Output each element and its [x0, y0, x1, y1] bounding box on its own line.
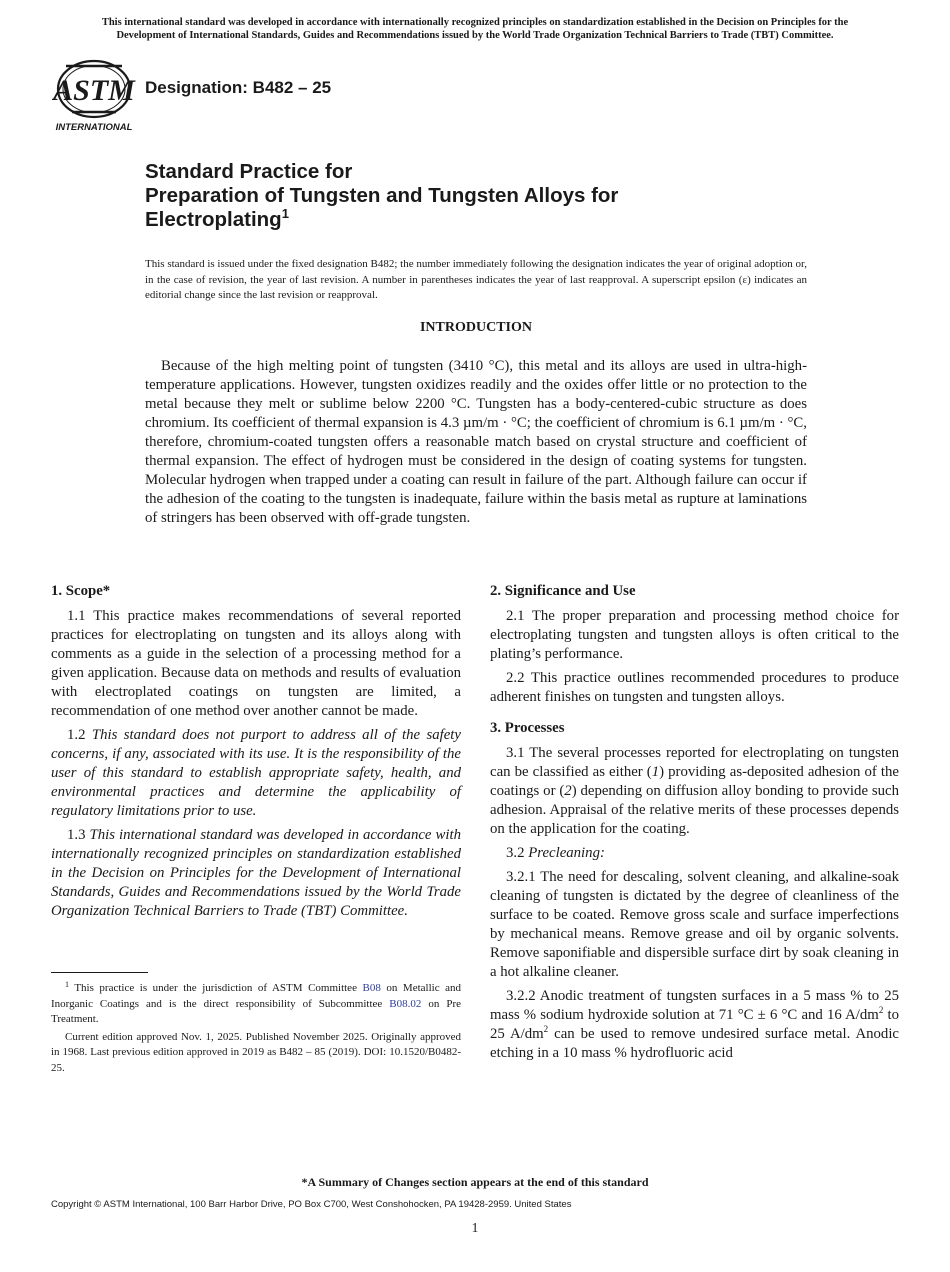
processes-para-3-2-2-a: 3.2.2 Anodic treatment of tungsten surfaces in a 5 mass % to 25 mass % sodium hydroxide solution at 71 °C ± 6 °C and 16 A/dm	[490, 988, 899, 1023]
scope-heading: 1. Scope*	[51, 583, 111, 599]
unit-superscript-1: 2	[878, 1005, 884, 1015]
title-line-3	[145, 208, 845, 232]
unit-superscript-2: 2	[543, 1024, 549, 1034]
scope-para-1-3-number: 1.3	[67, 827, 90, 843]
copyright-line: Copyright © ASTM International, 100 Barr Harbor Drive, PO Box C700, West Conshohocken, PA 19428-2959. United States	[51, 1199, 572, 1210]
scope-para-1-3-text: This international standard was developed in accordance with internationally recognized principles on standardization established in the Decision on Principles for the Development of International Standards, Guides and Recommendations issued by the World Trade Organization Technical Barriers to Trade (TBT) Committee.	[51, 827, 461, 919]
introduction-heading: INTRODUCTION	[419, 320, 532, 335]
processes-ref-2: 2	[564, 783, 572, 799]
processes-para-3-1-c: ) depending on diffusion alloy bonding to provide such adhesion. Appraisal of the relative merits of these processes depends on the application for the coating.	[490, 783, 899, 837]
footnote-1-text-b: on Metallic and Inorganic Coatings and is the direct responsibility of Subcommittee	[51, 982, 461, 1010]
designation: Designation: B482 – 25	[145, 78, 332, 97]
footnote-1-text-c: on Pre Treatment.	[51, 997, 461, 1025]
title-line-3-text: Electroplating	[145, 208, 282, 231]
scope-para-1-2	[51, 726, 461, 821]
processes-heading: 3. Processes	[490, 720, 565, 736]
footnote-2: Current edition approved Nov. 1, 2025. Published November 2025. Originally approved in 1968. Last previous edition approved in 2019 as B482 – 85 (2019). DOI: 10.1520/B0482-25.	[51, 1030, 461, 1074]
scope-para-1-2-number: 1.2	[67, 727, 92, 743]
footnote-1	[51, 981, 461, 1028]
processes-para-3-1-b: ) providing as-deposited adhesion of the coatings or (	[490, 764, 899, 799]
international-standard-notice	[40, 16, 910, 42]
footnote-1-mark: 1	[65, 980, 69, 989]
scope-para-1-1: 1.1 This practice makes recommendations of several reported practices for electroplating on tungsten and its alloys along with comments as a guide in the selection of a processing method for a given application. Because data on methods and results of evaluation with electroplated coatings on tungsten are limited, a recommendation of one method over another cannot be made.	[51, 608, 461, 719]
processes-para-3-1	[490, 744, 899, 839]
issue-note: This standard is issued under the fixed designation B482; the number immediately following the designation indicates the year of original adoption or, in the case of revision, the year of last revision. A number in parentheses indicates the year of last reapproval. A superscript epsilon (ε) indicates an editorial change since the last revision or reapproval.	[145, 258, 807, 301]
processes-para-3-2-number: 3.2	[506, 845, 529, 861]
footnote-1-text-a: This practice is under the jurisdiction of ASTM Committee	[69, 982, 363, 994]
notice-line-2: Development of International Standards, Guides and Recommendations issued by the World Trade Organization Technical Barriers to Trade (TBT) Committee.	[116, 30, 834, 41]
footnote-divider	[51, 972, 148, 973]
processes-para-3-1-a: 3.1 The several processes reported for electroplating on tungsten can be classified as either (	[490, 745, 899, 780]
scope-para-1-3	[51, 826, 461, 921]
notice-line-1: This international standard was developed in accordance with internationally recognized principles on standardization established in the Decision on Principles for the	[101, 17, 849, 28]
logo-subtext: INTERNATIONAL	[55, 122, 133, 132]
summary-of-changes-note: *A Summary of Changes section appears at the end of this standard	[301, 1175, 649, 1189]
title-line-1: Standard Practice for	[145, 160, 353, 183]
page-number: 1	[471, 1220, 479, 1235]
processes-para-3-2-2	[490, 987, 899, 1063]
processes-para-3-2	[490, 844, 899, 863]
scope-para-1-2-text: This standard does not purport to address all of the safety concerns, if any, associated with its use. It is the responsibility of the user of this standard to establish appropriate safety, health, and environmental practices and determine the applicability of regulatory limitations prior to use.	[51, 727, 461, 819]
significance-para-2-1: 2.1 The proper preparation and processing method choice for electroplating tungsten and tungsten alloys is often critical to the plating’s performance.	[490, 608, 899, 662]
processes-para-3-2-2-c: can be used to remove undesired surface metal. Anodic etching in a 10 mass % hydrofluoric acid	[490, 1026, 900, 1061]
left-column	[51, 582, 461, 926]
logo-wordmark: ASTM	[53, 74, 135, 107]
committee-b08-link[interactable]: B08	[362, 982, 381, 994]
processes-para-3-2-2-b: to 25 A/dm	[490, 1007, 899, 1042]
document-title	[145, 160, 845, 232]
significance-para-2-2: 2.2 This practice outlines recommended procedures to produce adherent finishes on tungsten and tungsten alloys.	[490, 670, 899, 705]
processes-para-3-2-1: 3.2.1 The need for descaling, solvent cleaning, and alkaline-soak cleaning of tungsten is dictated by the degree of cleanliness of the surface to be coated. Remove gross scale and surface imperfections by mechanical means. Remove grease and oil by organic solvents. Remove saponifiable and dispersible surface dirt by soak cleaning in a hot alkaline cleaner.	[490, 869, 899, 980]
title-line-2: Preparation of Tungsten and Tungsten Alloys for	[145, 184, 619, 207]
introduction-body: Because of the high melting point of tungsten (3410 °C), this metal and its alloys are used in ultra-high-temperature applications. However, tungsten oxidizes readily and the oxides offer little or no protection to the metal because they melt or sublime below 2200 °C. Tungsten has a body-centered-cubic structure as does chromium. Its coefficient of thermal expansion is 4.3 µm/m · °C; the coefficient of chromium is 6.1 µm/m · °C, therefore, chromium-coated tungsten offers a reasonable match based on crystal structure and coefficient of thermal expansion. The effect of hydrogen must be considered in the design of coating systems for tungsten. Molecular hydrogen when trapped under a coating can result in failure of the part. Although failure can occur if the adhesion of the coating to the tungsten is inadequate, failure within the basis metal as rupture at laminations of stringers has been observed with off-grade tungsten.	[145, 358, 807, 526]
footnotes	[51, 981, 461, 1078]
subcommittee-b08-02-link[interactable]: B08.02	[389, 997, 422, 1010]
astm-logo-icon	[52, 56, 136, 132]
processes-ref-1: 1	[651, 764, 660, 780]
significance-heading: 2. Significance and Use	[490, 583, 636, 599]
precleaning-title: Precleaning:	[528, 845, 605, 861]
right-column	[490, 582, 899, 1068]
title-footnote-mark: 1	[281, 206, 289, 221]
